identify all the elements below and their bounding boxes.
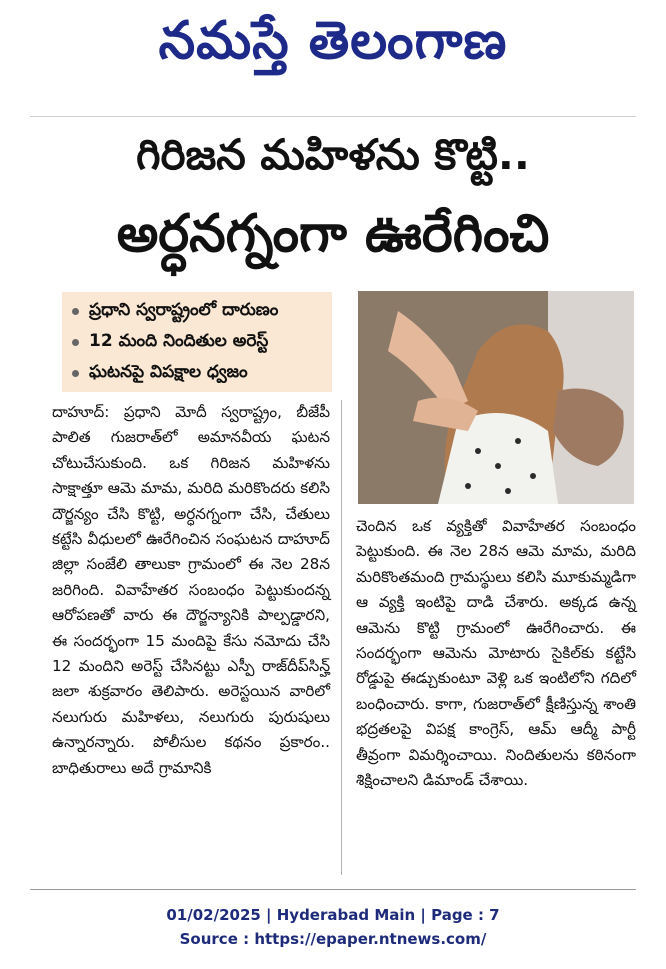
page-footer xyxy=(0,903,666,951)
highlight-text: 12 మంది నిందితుల అరెస్ట్ xyxy=(89,330,269,351)
bullet-dot-icon xyxy=(72,339,79,346)
highlight-text: ప్రధాని స్వరాష్ట్రంలో దారుణం xyxy=(89,299,279,320)
newspaper-masthead: నమస్తే తెలంగాణ xyxy=(158,11,508,71)
highlight-item xyxy=(72,358,332,389)
source-link[interactable]: Source : https://epaper.ntnews.com/ xyxy=(179,930,487,948)
headline-line-2: అర్ధనగ్నంగా ఊరేగించి xyxy=(116,204,550,264)
article-column-left xyxy=(52,400,330,781)
article-column-right xyxy=(356,514,636,793)
highlight-item xyxy=(72,296,332,327)
article-text: చెందిన ఒక వ్యక్తితో వివాహేతర సంబంధం పెట్టుకుంది. ఈ నెల 28న ఆమె మామ, మరిది మరికొంతమంది గ్రామస్థులు కలిసి మూకుమ్మడిగా ఆ వ్యక్తి ఇంటిపై దాడి చేశారు. అక్కడ ఉన్న ఆమెను కొట్టి గ్రామంలో ఊరేగించారు. ఈ సందర్భంగా ఆమెను మోటారు సైకిల్‌కు కట్టేసి రోడ్డుపై ఈడ్చుకుంటూ వెళ్లి ఒక ఇంటిలోని గదిలో బంధించారు. కాగా, గుజరాత్‌లో క్షీణిస్తున్న శాంతి భద్రతలపై విపక్ష కాంగ్రెస్‌, ఆమ్‌ ఆద్మీ పార్టీ తీవ్రంగా విమర్శించాయి. నిందితులను కఠినంగా శిక్షించాలని డిమాండ్‌ చేశాయి. xyxy=(356,517,636,790)
bullet-dot-icon xyxy=(72,308,79,315)
bullet-dot-icon xyxy=(72,370,79,377)
article-text: దాహూద్‌: ప్రధాని మోదీ స్వరాష్ట్రం, బీజేపీ పాలిత గుజరాత్‌లో అమానవీయ ఘటన చోటుచేసుకుంది. ఒక గిరిజన మహిళను సాక్షాత్తూ ఆమె మామ, మరిది మరికొందరు కలిసి దౌర్జన్యం చేసి కొట్టి, అర్ధనగ్నంగా చేసి, చేతులు కట్టేసి వీధులలో ఊరేగించిన సంఘటన దాహూద్‌ జిల్లా సంజేలి తాలుకా గ్రామంలో ఈ నెల 28న జరిగింది. వివాహేతర సంబంధం పెట్టుకుందన్న ఆరోపణతో వారు ఈ దౌర్జన్యానికి పాల్పడ్డారని, ఈ సందర్భంగా 15 మందిపై కేసు నమోదు చేసి 12 మందిని అరెస్ట్‌ చేసినట్టు ఎస్పీ రాజ్‌దీప్‌సిన్హ్‌ జలా శుక్రవారం తెలిపారు. అరెస్టయిన వారిలో నలుగురు మహిళలు, నలుగురు పురుషులు ఉన్నారన్నారు. పోలీసుల కథనం ప్రకారం.. బాధితురాలు అదే గ్రామానికి xyxy=(52,403,330,777)
column-divider xyxy=(341,400,342,875)
highlight-text: ఘటనపై విపక్షాల ధ్వజం xyxy=(89,361,248,382)
highlight-item xyxy=(72,327,332,358)
headline-line-1: గిరిజన మహిళను కొట్టి.. xyxy=(136,130,530,179)
news-photo xyxy=(358,291,634,504)
edition-info: 01/02/2025 | Hyderabad Main | Page : 7 xyxy=(166,906,500,924)
highlights-box xyxy=(62,292,332,392)
